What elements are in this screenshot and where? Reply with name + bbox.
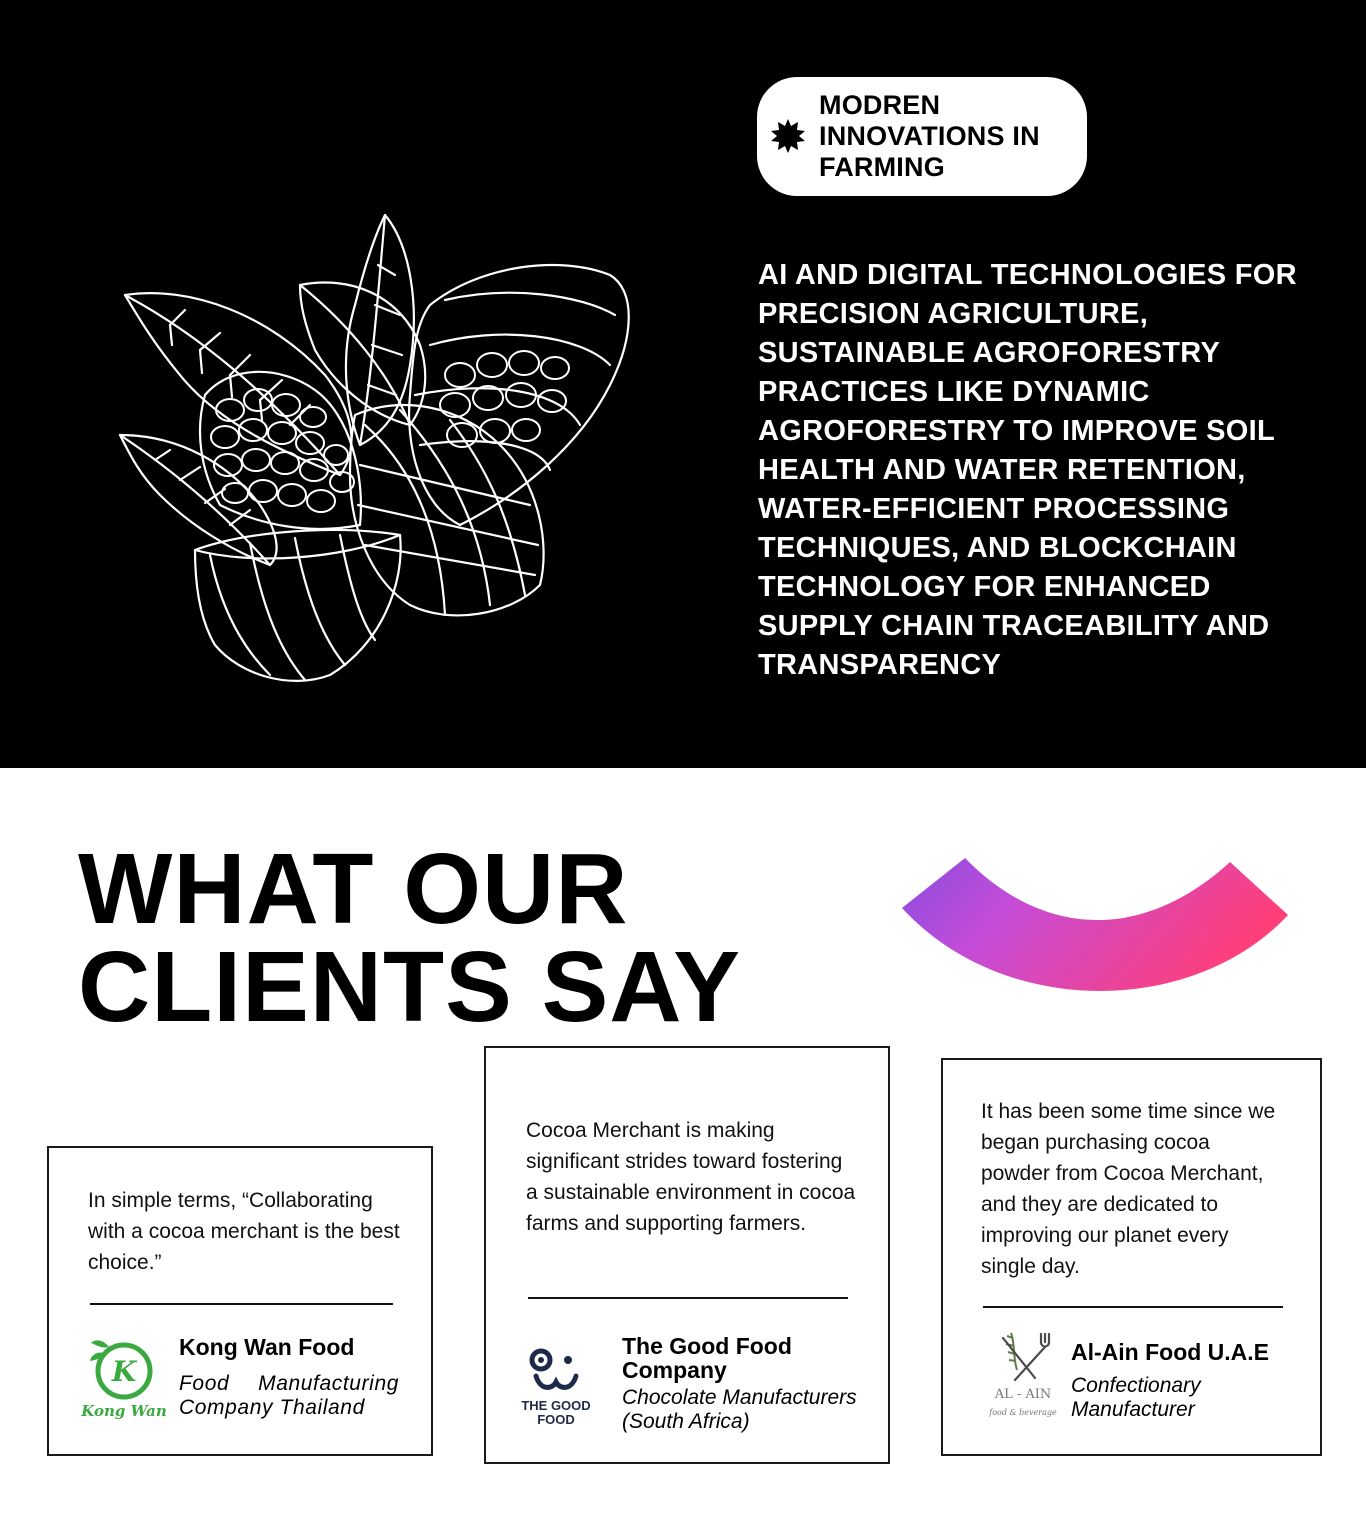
client-name: Al-Ain Food U.A.E <box>1071 1339 1270 1365</box>
al-ain-logo-text-1: AL - AIN <box>994 1387 1052 1402</box>
testimonial-card-al-ain <box>941 1058 1322 1456</box>
divider <box>528 1297 848 1299</box>
badge-label: MODREN INNOVATIONS IN FARMING <box>819 90 1040 182</box>
al-ain-logo <box>983 1328 1063 1423</box>
testimonial-card-good-food <box>484 1046 890 1464</box>
testimonial-card-kong-wan <box>47 1146 433 1456</box>
kong-wan-logo <box>79 1333 169 1423</box>
testimonial-quote: It has been some time since we began purchasing cocoa powder from Cocoa Merchant, and they are dedicated to improving our planet every single day. <box>981 1100 1276 1278</box>
star-burst-icon <box>771 119 805 153</box>
gradient-arc-decoration <box>895 850 1295 1010</box>
hero-description: AI AND DIGITAL TECHNOLOGIES FOR PRECISION AGRICULTURE, SUSTAINABLE AGROFORESTRY PRACTICES LIKE DYNAMIC AGROFORESTRY TO IMPROVE SOIL HEALTH AND WATER RETENTION, WATER-EFFICIENT PROCESSING TECHNIQUES, AND BLOCKCHAIN TECHNOLOGY FOR ENHANCED SUPPLY CHAIN TRACEABILITY AND TRANSPARENCY <box>758 259 1297 681</box>
divider <box>983 1306 1283 1308</box>
cocoa-pods-illustration <box>110 205 650 695</box>
good-food-logo <box>516 1338 596 1428</box>
clients-heading: WHAT OUR CLIENTS SAY <box>78 833 742 1043</box>
testimonial-quote: Cocoa Merchant is making significant strides toward fostering a sustainable environment in cocoa farms and supporting farmers. <box>526 1119 856 1235</box>
kong-wan-logo-text: Kong Wan <box>81 1402 167 1420</box>
divider <box>90 1303 393 1305</box>
client-name: The Good Food Company <box>622 1333 792 1383</box>
innovations-badge <box>757 77 1087 196</box>
client-role: Food Manufacturing Company Thailand <box>179 1372 399 1419</box>
good-food-logo-text-2: FOOD <box>537 1412 575 1427</box>
client-role: Confectionary Manufacturer <box>1071 1374 1201 1421</box>
good-food-logo-text-1: THE GOOD <box>521 1398 591 1413</box>
kong-wan-logo-letter: K <box>111 1355 137 1388</box>
testimonial-quote: In simple terms, “Collaborating with a cocoa merchant is the best choice.” <box>88 1189 400 1274</box>
client-role: Chocolate Manufacturers (South Africa) <box>622 1386 857 1433</box>
al-ain-logo-text-2: food & beverage <box>989 1408 1057 1417</box>
client-name: Kong Wan Food <box>179 1334 355 1360</box>
